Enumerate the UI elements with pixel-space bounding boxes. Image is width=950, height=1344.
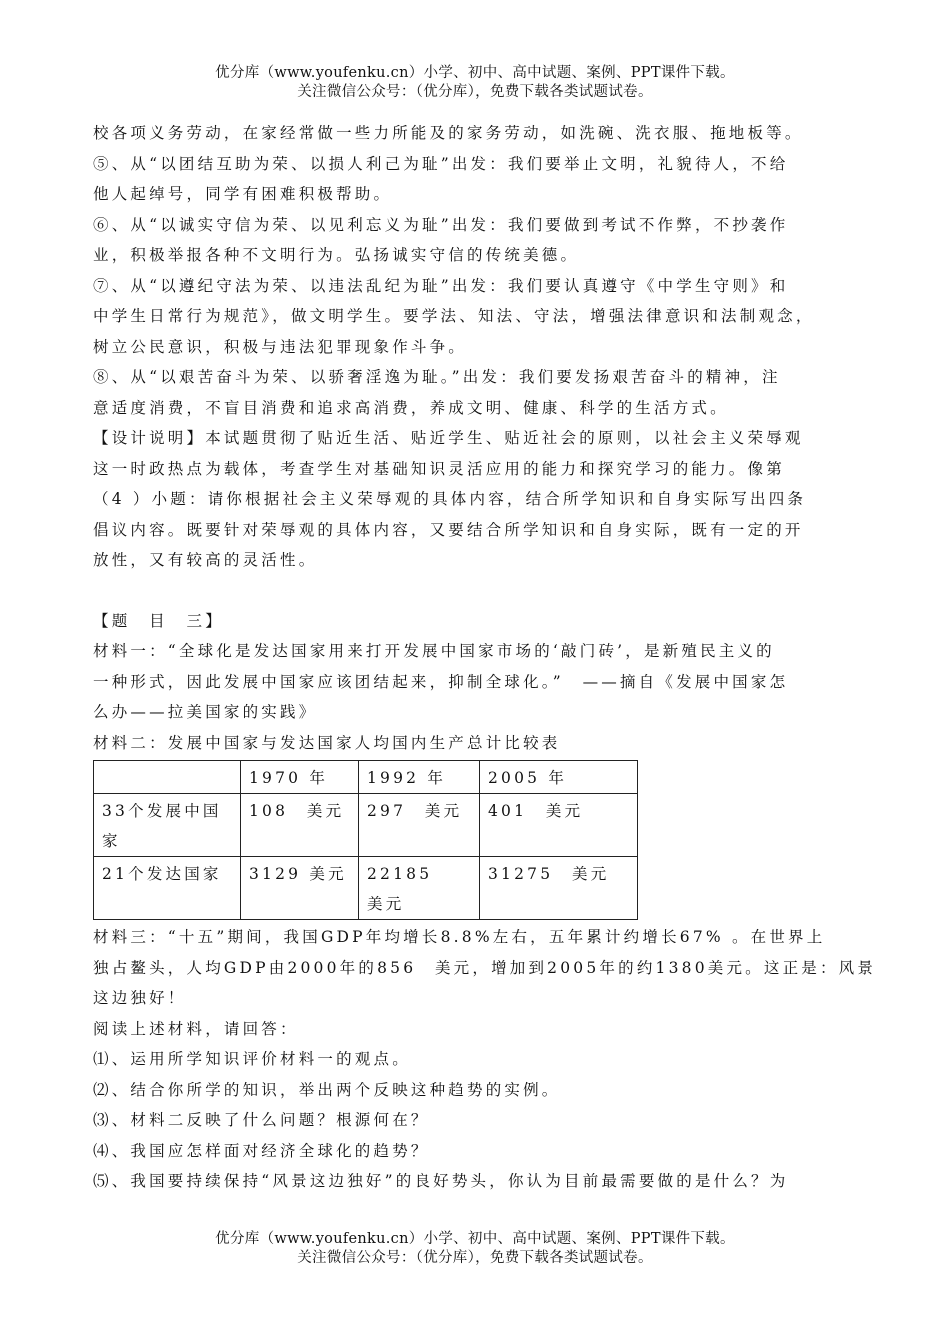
table-header-cell xyxy=(94,761,241,794)
design-note-line: 【设计说明】本试题贯彻了贴近生活、贴近学生、贴近社会的原则，以社会主义荣辱观 xyxy=(93,429,804,447)
material-line: 么办——拉美国家的实践》 xyxy=(93,703,318,721)
table-cell: 33个发展中国家 xyxy=(94,794,241,857)
design-note-line: 倡议内容。既要针对荣辱观的具体内容，又要结合所学知识和自身实际，既有一定的开 xyxy=(93,520,804,539)
body-line: 树立公民意识，积极与违法犯罪现象作斗争。 xyxy=(93,337,468,356)
page-header xyxy=(0,64,950,102)
design-note-line: 这一时政热点为载体，考查学生对基础知识灵活应用的能力和探究学习的能力。像第 xyxy=(93,459,785,478)
body-line: ⑦、从“以遵纪守法为荣、以违法乱纪为耻”出发：我们要认真遵守《中学生守则》和 xyxy=(93,276,789,295)
table-cell: 401 美元 xyxy=(480,794,638,857)
body-line: ⑤、从“以团结互助为荣、以损人利己为耻”出发：我们要举止文明，礼貌待人，不给 xyxy=(93,154,789,173)
body-line: 校各项义务劳动，在家经常做一些力所能及的家务劳动，如洗碗、洗衣服、拖地板等。 xyxy=(93,124,804,142)
page-footer xyxy=(0,1230,950,1268)
table-cell: 31275 美元 xyxy=(480,857,638,920)
footer-line-1: 优分库（www.youfenku.cn）小学、初中、高中试题、案例、PPT课件下载。 xyxy=(215,1231,735,1247)
document-body xyxy=(93,118,877,1197)
design-note-line: （4 ）小题：请你根据社会主义荣辱观的具体内容，结合所学知识和自身实际写出四条 xyxy=(93,490,807,508)
body-line: 业，积极举报各种不文明行为。弘扬诚实守信的传统美德。 xyxy=(93,246,580,264)
body-line: ⑥、从“以诚实守信为荣、以见利忘义为耻”出发：我们要做到考试不作弊，不抄袭作 xyxy=(93,215,789,234)
body-line: 中学生日常行为规范》，做文明学生。要学法、知法、守法，增强法律意识和法制观念， xyxy=(93,307,815,325)
table-row xyxy=(94,857,638,920)
question-item: ⑸、我国要持续保持“风景这边独好”的良好势头，你认为目前最需要做的是什么？为 xyxy=(93,1172,789,1190)
question-prompt: 阅读上述材料，请回答： xyxy=(93,1019,299,1038)
section-title: 【题 目 三】 xyxy=(93,611,224,630)
material-line: 独占鳌头，人均GDP由2000年的856 美元，增加到2005年的约1380美元。这正是：风景 xyxy=(93,958,877,977)
table-cell: 21个发达国家 xyxy=(94,857,241,920)
question-item: ⑷、我国应怎样面对经济全球化的趋势？ xyxy=(93,1141,430,1160)
design-note-line: 放性，又有较高的灵活性。 xyxy=(93,551,318,569)
table-cell: 22185 美元 xyxy=(359,857,480,920)
body-line: 意适度消费，不盲目消费和追求高消费，养成文明、健康、科学的生活方式。 xyxy=(93,398,729,417)
table-row xyxy=(94,794,638,857)
table-header-cell: 1970 年 xyxy=(241,761,359,794)
section-gap xyxy=(93,576,873,606)
footer-line-2: 关注微信公众号：（优分库），免费下载各类试题试卷。 xyxy=(297,1250,653,1266)
table-header-cell: 2005 年 xyxy=(480,761,638,794)
material-line: 这边独好！ xyxy=(93,989,187,1007)
table-cell: 3129 美元 xyxy=(241,857,359,920)
material-line: 材料三：“十五”期间，我国GDP年均增长8.8%左右，五年累计约增长67% 。在世界上 xyxy=(93,928,826,946)
gdp-comparison-table xyxy=(93,760,638,920)
body-line: 他人起绰号，同学有困难积极帮助。 xyxy=(93,185,393,203)
material-line: 材料一：“全球化是发达国家用来打开发展中国家市场的‘敲门砖’，是新殖民主义的 xyxy=(93,642,775,660)
table-cell: 108 美元 xyxy=(241,794,359,857)
gdp-comparison-table-wrapper xyxy=(93,760,873,920)
table-cell: 297 美元 xyxy=(359,794,480,857)
material-line: 材料二：发展中国家与发达国家人均国内生产总计比较表 xyxy=(93,733,561,752)
header-line-2: 关注微信公众号：（优分库），免费下载各类试题试卷。 xyxy=(297,84,653,100)
body-line: ⑧、从“以艰苦奋斗为荣、以骄奢淫逸为耻。”出发：我们要发扬艰苦奋斗的精神，注 xyxy=(93,368,781,386)
question-item: ⑶、材料二反映了什么问题？根源何在？ xyxy=(93,1111,430,1129)
table-header-cell: 1992 年 xyxy=(359,761,480,794)
header-line-1: 优分库（www.youfenku.cn）小学、初中、高中试题、案例、PPT课件下载。 xyxy=(215,65,735,81)
table-header-row xyxy=(94,761,638,794)
material-line: 一种形式，因此发展中国家应该团结起来，抑制全球化。” ——摘自《发展中国家怎 xyxy=(93,672,789,691)
question-item: ⑵、结合你所学的知识，举出两个反映这种趋势的实例。 xyxy=(93,1080,561,1099)
question-item: ⑴、运用所学知识评价材料一的观点。 xyxy=(93,1050,411,1068)
